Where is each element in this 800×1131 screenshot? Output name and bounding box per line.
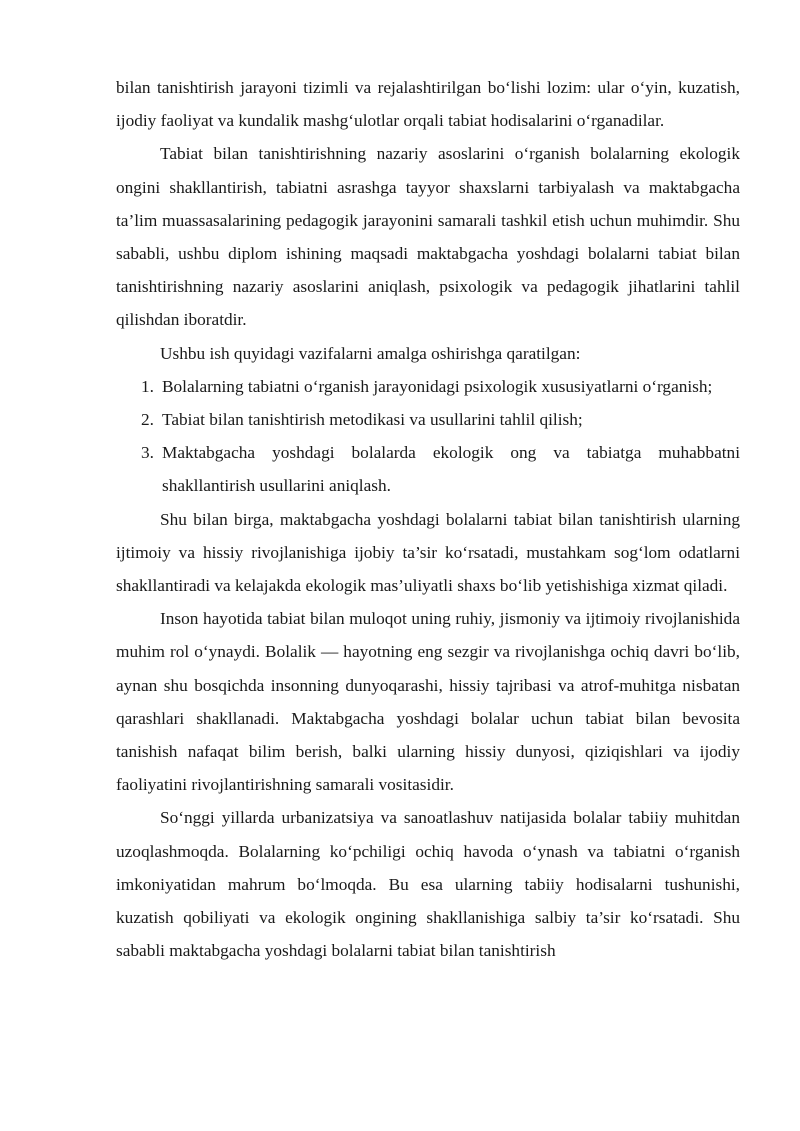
list-item-1 [116,370,740,403]
paragraph-4: Shu bilan birga, maktabgacha yoshdagi bolalarni tabiat bilan tanishtirish ularning ijtimoiy va hissiy rivojlanishiga ijobiy ta’sir ko‘rsatadi, mustahkam sog‘lom odatlarni shakllantiradi va kelajakda ekologik mas’uliyatli shaxs bo‘lib yetishishiga xizmat qiladi. [116,509,740,596]
list-item-3 [116,436,740,502]
list-item-number: 2. [141,410,154,430]
list-item-2 [116,403,740,436]
list-item-number: 1. [141,376,154,396]
list-item-number: 3. [141,443,154,463]
task-list [116,370,740,503]
list-item-text: Maktabgacha yoshdagi bolalarda ekologik ong va tabiatga muhabbatni shakllantirish usullarini aniqlash. [162,443,740,496]
paragraph-5: Inson hayotida tabiat bilan muloqot uning ruhiy, jismoniy va ijtimoiy rivojlanishida muhim rol o‘ynaydi. Bolalik — hayotning eng sezgir va rivojlanishga ochiq davri bo‘lib, aynan shu bosqichda insonning dunyoqarashi, hissiy tajribasi va atrof-muhitga nisbatan qarashlari shakllanadi. Maktabgacha yoshdagi bolalar uchun tabiat bilan bevosita tanishish nafaqat bilim berish, balki ularning hissiy dunyosi, qiziqishlari va ijodiy faoliyatini rivojlantirishning samarali vositasidir. [116,609,740,795]
paragraph-6: So‘nggi yillarda urbanizatsiya va sanoatlashuv natijasida bolalar tabiiy muhitdan uzoqlashmoqda. Bolalarning ko‘pchiligi ochiq havoda o‘ynash va tabiatni o‘rganish imkoniyatidan mahrum bo‘lmoqda. Bu esa ularning tabiiy hodisalarni tushunishi, kuzatish qobiliyati va ekologik ongining shakllanishiga salbiy ta’sir ko‘rsatadi. Shu sababli maktabgacha yoshdagi bolalarni tabiat bilan tanishtirish [116,808,740,961]
paragraph-3: Ushbu ish quyidagi vazifalarni amalga oshirishga qaratilgan: [160,343,581,363]
document-page [116,71,740,967]
list-item-text: Bolalarning tabiatni o‘rganish jarayonidagi psixologik xususiyatlarni o‘rganish; [162,376,713,396]
paragraph-1: bilan tanishtirish jarayoni tizimli va rejalashtirilgan bo‘lishi lozim: ular o‘yin, kuzatish, ijodiy faoliyat va kundalik mashg‘ulotlar orqali tabiat hodisalarini o‘rganadilar. [116,78,740,131]
list-item-text: Tabiat bilan tanishtirish metodikasi va usullarini tahlil qilish; [162,410,583,430]
paragraph-2: Tabiat bilan tanishtirishning nazariy asoslarini o‘rganish bolalarning ekologik ongini shakllantirish, tabiatni asrashga tayyor shaxslarni tarbiyalash va maktabgacha ta’lim muassasalarining pedagogik jarayonini samarali tashkil etish uchun muhimdir. Shu sababli, ushbu diplom ishining maqsadi maktabgacha yoshdagi bolalarni tabiat bilan tanishtirishning nazariy asoslarini aniqlash, psixologik va pedagogik jihatlarini tahlil qilishdan iboratdir. [116,144,740,330]
